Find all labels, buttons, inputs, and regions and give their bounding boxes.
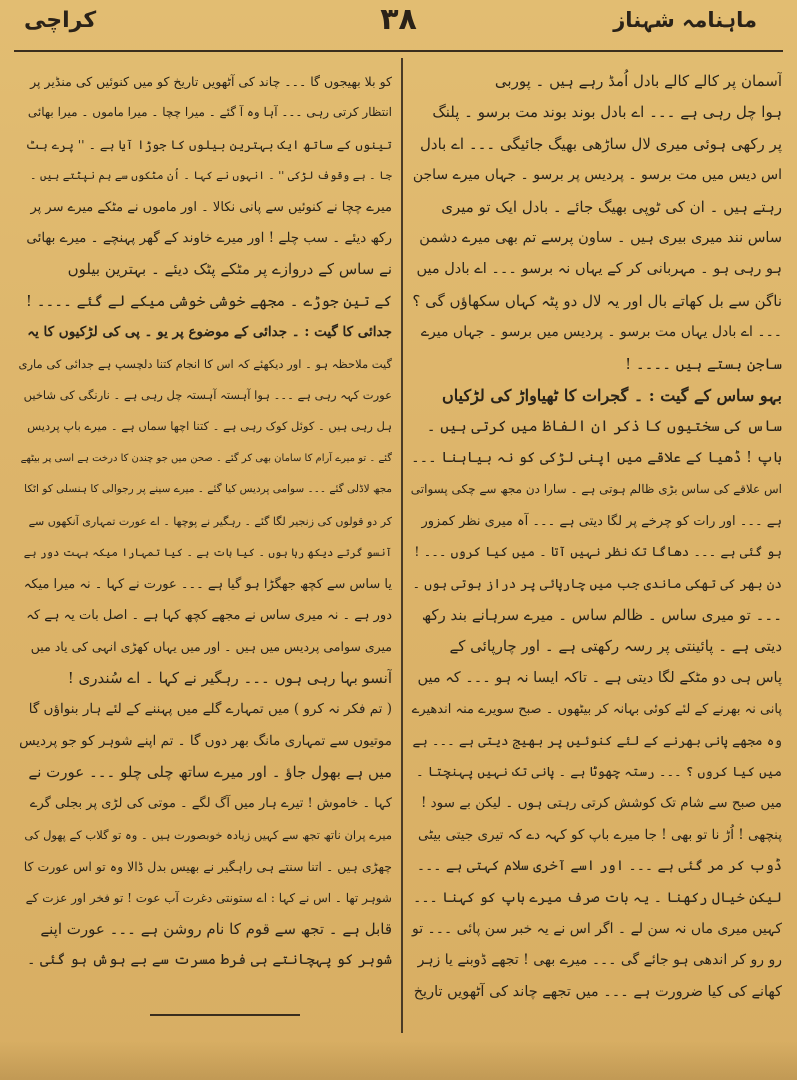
text-line: موتیوں سے تمہاری مانگ بھر دوں گا ۔ تم اپنے شوہر کو جو پردیس bbox=[19, 732, 392, 749]
text-line: ہوا چل رہی ہے ۔۔۔ اے بادل بوند بوند مت برسو ۔ پلنگ bbox=[432, 103, 782, 122]
text-line: ۔۔۔ تو میری ساس ۔ ظالم ساس ۔ میرے سرہانے بند رکھ bbox=[421, 605, 782, 624]
text-line: دن بھر کی تھکی ماندی جب میں چارپائی پر دراز ہوتی ہوں ۔ bbox=[412, 576, 782, 592]
text-line: میں کیا کروں ؟ ۔۔۔ رستہ چھوٹا ہے ۔ پانی تک نہیں پہنچتا ۔ bbox=[415, 764, 782, 780]
header-rule bbox=[14, 50, 783, 52]
text-line: شوہر تھا ۔ اس نے کہا : اے ستونتی دغرت آب عوت ! تو فخر اور عزت کے bbox=[25, 890, 392, 905]
page-number: ۳۸ bbox=[380, 2, 417, 37]
text-line: جا ۔ بے وقوف لڑکی '' ۔ انہوں نے کہا ۔ اُن مٹکوں سے ہم نپٹتے ہیں ۔ bbox=[30, 169, 392, 183]
text-line: کو بلا بھیجوں گا ۔۔۔ چاند کی آٹھویں تاریخ کو میں کنوئیں کی منڈیر پر bbox=[30, 74, 392, 89]
column-divider bbox=[401, 58, 403, 1033]
text-line: یا ساس سے کچھ جھگڑا ہو گیا ہے ۔۔۔ عورت نے کہا ۔ نہ میرا میکہ bbox=[23, 576, 392, 592]
text-line: وہ مجھے پانی بھرنے کے لئے کنوئیں پر بھیج دیتی ہے ۔۔۔ ہے bbox=[412, 733, 782, 749]
text-line: انتظار کرتی رہی ۔۔۔ آہا وہ آ گئے ۔ میرا چچا ۔ میرا ماموں ۔ میرا بھائی bbox=[27, 105, 392, 120]
text-line: میرے چچا نے کنوئیں سے پانی نکالا ۔ اور ماموں نے مٹکے میرے سر پر bbox=[30, 199, 392, 215]
text-line: میرے پران ناتھ تجھ سے کہیں زیادہ خوبصورت ہیں ۔ وہ تو گلاب کے پھول کی bbox=[24, 827, 392, 842]
text-line: جدائی کا گیت : ۔ جدائی کے موضوع پر یو ۔ پی کی لڑکیوں کا یہ bbox=[27, 324, 392, 341]
text-line: پانی نہ بھرنے کے لئے کوئی بہانہ کر بیٹھوں ۔ صبح سویرے منہ اندھیرے bbox=[411, 702, 782, 718]
text-line: کہیں میری ماں نہ سن لے ۔ اگر اس نے یہ خبر سن پائی ۔۔۔ تو bbox=[411, 920, 782, 937]
article-end-rule bbox=[150, 1014, 300, 1016]
text-line: ہو رہی ہو ۔ مہربانی کر کے یہاں نہ برسو ۔۔۔ اے بادل میں bbox=[416, 261, 782, 278]
text-line: ہے ۔۔۔ اور رات کو چرخے پر لگا دیتی ہے ۔۔۔ آہ میری نظر کمزور bbox=[421, 513, 782, 529]
text-line: باپ ! ڈھیا کے علاقے میں اپنی لڑکی کو نہ بیاہنا ۔۔۔ bbox=[411, 449, 782, 466]
text-line: میں صبح سے شام تک کوشش کرتی رہتی ہوں ۔ لیکن بے سود ! bbox=[420, 795, 782, 812]
text-line: کھانے کی کیا ضرورت ہے ۔۔۔ میں تجھے چاند کی آٹھویں تاریخ bbox=[413, 983, 782, 1000]
text-line: لیکن خیال رکھنا ۔ یہ بات صرف میرے باپ کو کہنا ۔۔۔ bbox=[413, 889, 782, 906]
text-line: ۔۔۔ اے بادل یہاں مت برسو ۔ پردیس میں برسو ۔ جہاں میرے bbox=[420, 324, 782, 341]
city-name: کراچی bbox=[24, 8, 97, 33]
text-line: ہو گئی ہے ۔۔۔ دھاگا تک نظر نہیں آتا ۔ میں کیا کروں ۔۔۔ ! bbox=[414, 545, 782, 561]
text-line: شوہر کو پہچانتے ہی فرط مسرت سے بے ہوش ہو گئی ۔ bbox=[26, 952, 392, 969]
text-line: رہتے ہیں ۔ ان کی ٹوپی بھیگ جائے ۔ بادل ایک تو میری bbox=[441, 197, 782, 216]
text-line: رکھ دیئے ۔ سب چلے ! اور میرے خاوند کے گھر پہنچے ۔ میرے بھائی bbox=[26, 230, 392, 247]
text-line: ( تم فکر نہ کرو ) میں تمہارے گلے میں پہننے کے لئے ہار بنواؤں گا bbox=[28, 701, 392, 718]
text-line: آنسو بہا رہی ہوں ۔۔۔ رہگیر نے کہا ۔ اے سُندری ! bbox=[67, 668, 392, 687]
text-line: پاس ہی دو مٹکے لگا دیتی ہے ۔ تاکہ ایسا نہ ہو ۔۔۔ کہ میں bbox=[417, 669, 782, 686]
text-line: بہو ساس کے گیت : ۔ گجرات کا ٹھیاواڑ کی لڑکیاں bbox=[442, 386, 782, 406]
text-line: چھڑی ہیں ۔ اتنا سنتے ہی راہگیر نے بھیس بدل ڈالا وہ تو اس عورت کا bbox=[23, 859, 392, 875]
text-line: ہل رہی ہیں ۔ کوئل کوک رہی ہے ۔ کتنا اچھا سماں ہے ۔ میرے باپ پردیس bbox=[27, 419, 392, 434]
text-line: میری سوامی پردیس میں ہیں ۔ اور میں یہاں کھڑی انہی کی یاد میں bbox=[30, 639, 392, 655]
right-column bbox=[410, 66, 782, 1008]
text-line: نے ساس کے دروازے پر مٹکے پٹک دیئے ۔ بہترین بیلوں bbox=[67, 260, 392, 279]
text-line: کر دو قولوں کی زنجیر لگا گئے ۔ رہگیر نے پوچھا ۔ اے عورت تمہاری آنکھوں سے bbox=[28, 514, 392, 528]
text-line: کے تین جوڑے ۔ مجھے خوشی خوشی میکے لے گئے ۔۔۔۔ ! bbox=[25, 291, 392, 310]
text-line: گئے ۔ تو میرے آرام کا سامان بھی کر گئے ۔ صحن میں جو چندن کا درخت ہے اسی پر بیٹھے bbox=[20, 452, 392, 464]
text-line: دور ہے ۔ نہ میری ساس نے مجھے کچھ کہا ہے ۔ اصل بات یہ ہے کہ bbox=[26, 607, 392, 623]
text-line: عورت کہہ رہی ہے ۔۔۔ ہوا آہستہ آہستہ چل رہی ہے ۔ نارنگی کی شاخیں bbox=[23, 388, 392, 403]
text-line: آنسو گرتے دیکھ رہا ہوں ۔ کیا بات ہے ۔ کیا تمہارا میکہ بہت دور ہے bbox=[23, 546, 392, 560]
text-line: دیتی ہے ۔ پائینتی پر رسہ رکھتی ہے ۔ اور چارپائی کے bbox=[449, 637, 782, 656]
magazine-title: ماہنامہ شہناز bbox=[613, 8, 757, 32]
text-line: ناگن سے بل کھاتے بال اور یہ لال دو پٹہ کہاں سکھاؤں گی ؟ bbox=[412, 291, 782, 310]
text-line: مجھ لاڈلی گئے ۔۔۔ سوامی پردیس کیا گئے ۔ میرے سینے پر رجوالی کا ہنسلی کو اٹکا bbox=[24, 483, 392, 496]
text-line: ڈوب کر مر گئی ہے ۔۔۔ اور اسے آخری سلام کہتی ہے ۔۔۔ bbox=[416, 858, 782, 875]
text-line: کہا ۔ خاموش ! تیرے ہار میں آگ لگے ۔ موتی کی لڑی پر بجلی گرے bbox=[29, 796, 392, 812]
text-line: ساس کی سختیوں کا ذکر ان الفاظ میں کرتی ہیں ۔ bbox=[426, 417, 782, 436]
page-header bbox=[0, 0, 797, 62]
text-line: میں ہے بھول جاؤ ۔ اور میرے ساتھ چلی چلو ۔۔۔ عورت نے bbox=[28, 762, 392, 781]
left-column bbox=[18, 66, 392, 977]
text-line: اس علاقے کی ساس بڑی ظالم ہوتی ہے ۔ سارا دن مجھ سے چکی پسواتی bbox=[410, 482, 782, 497]
text-line: اس دیس میں مت برسو ۔ پردیس پر برسو ۔ جہاں میرے ساجن bbox=[412, 167, 782, 184]
text-line: پنچھی ! اُڑ نا تو بھی ! جا میرے باپ کو کہہ دے کہ تیری جیتی بیٹی bbox=[418, 826, 782, 843]
text-line: قابل ہے ۔ تجھ سے قوم کا نام روشن ہے ۔۔۔ عورت اپنے bbox=[40, 919, 392, 938]
text-line: تینوں کے ساتھ ایک بہترین بیلوں کا جوڑا آیا ہے ۔ '' پرے ہٹ bbox=[25, 136, 392, 152]
text-line: گیت ملاحظہ ہو ۔ اور دیکھئے کہ اس کا انجام کتنا دلچسپ ہے جدائی کی ماری bbox=[18, 356, 392, 371]
text-line: ساجن بستے ہیں ۔۔۔۔ ! bbox=[625, 354, 782, 373]
text-line: ساس نند میری بیری ہیں ۔ ساون پرسے تم بھی میرے دشمن bbox=[419, 230, 782, 247]
text-line: رو رو کر اندھی ہو جائے گی ۔۔۔ میرے بھی ! تجھے ڈوبنے یا زہر bbox=[417, 952, 782, 969]
text-line: پر رکھی ہوئی میری لال ساڑھی بھیگ جائیگی ۔۔۔ اے بادل bbox=[420, 134, 782, 153]
text-line: آسمان پر کالے کالے بادل اُمڈ رہے ہیں ۔ پوربی bbox=[494, 72, 782, 90]
